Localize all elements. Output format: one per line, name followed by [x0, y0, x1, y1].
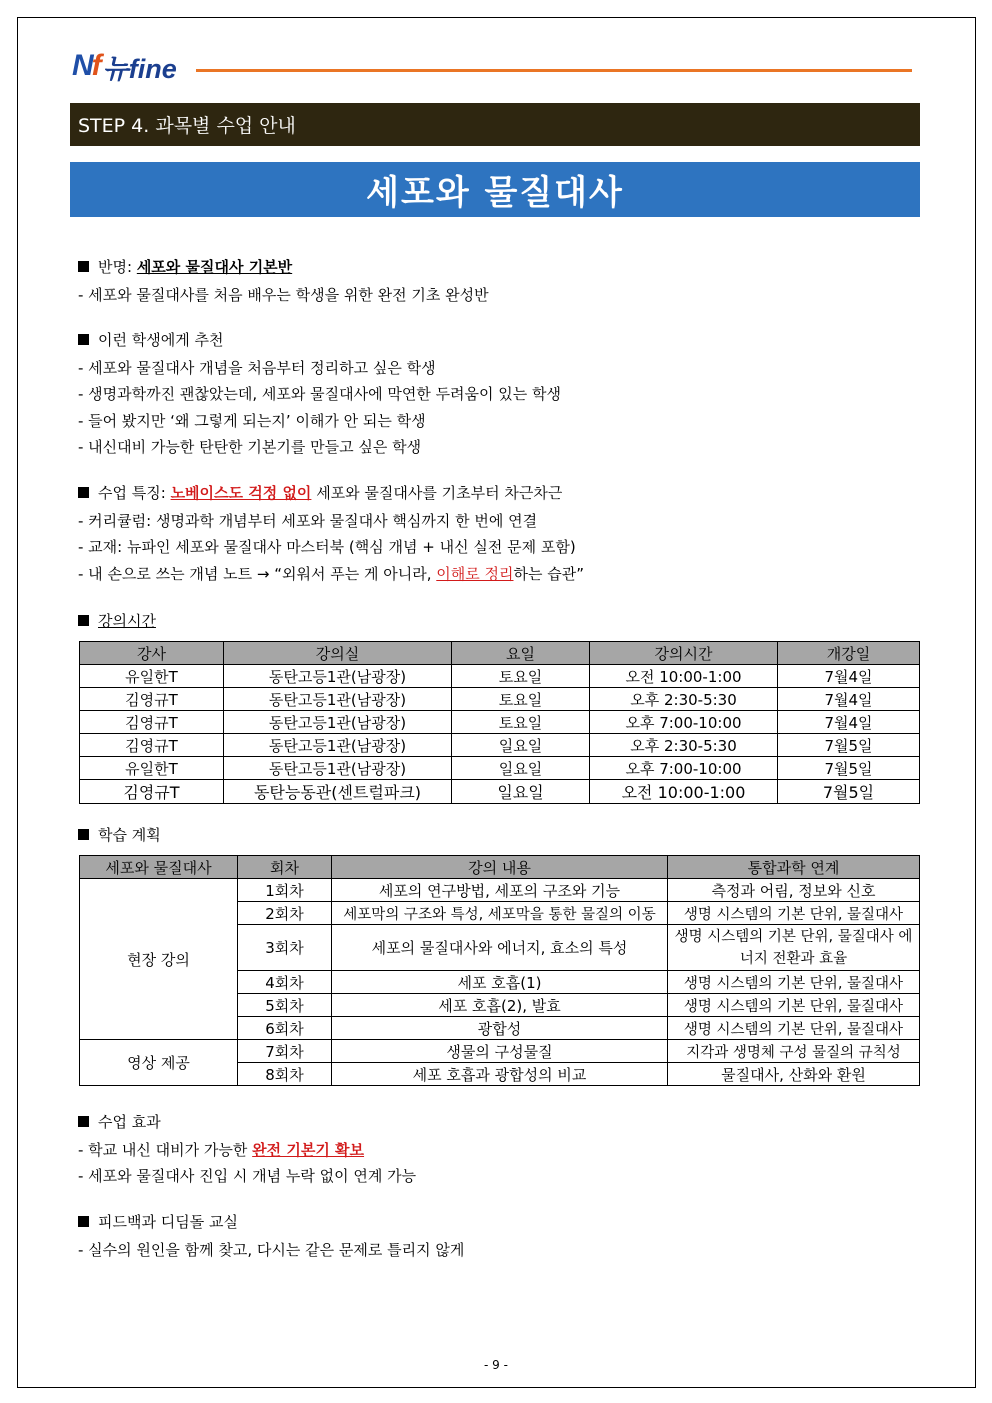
table-cell: 동탄고등1관(남광장) — [224, 711, 452, 734]
table-cell: 4회차 — [238, 971, 332, 994]
recommend-item: - 들어 봤지만 ‘왜 그렇게 되는지’ 이해가 안 되는 학생 — [78, 412, 426, 430]
plan-table — [79, 855, 920, 1086]
bullet-square-icon — [78, 1116, 89, 1127]
bullet-square-icon — [78, 615, 89, 626]
table-cell: 일요일 — [452, 734, 590, 757]
effect-highlight: 완전 기본기 확보 — [252, 1141, 365, 1159]
table-cell: 생명 시스템의 기본 단위, 물질대사 — [668, 1017, 920, 1040]
column-header: 개강일 — [778, 642, 920, 665]
effect-item: - 학교 내신 대비가 가능한 완전 기본기 확보 — [78, 1141, 365, 1159]
table-cell: 8회차 — [238, 1063, 332, 1086]
bullet-square-icon — [78, 487, 89, 498]
table-cell: 7월5일 — [778, 734, 920, 757]
table-row — [80, 879, 920, 902]
logo-mark: Nf — [72, 49, 100, 82]
table-cell: 오전 10:00-1:00 — [590, 780, 778, 804]
table-cell: 동탄능동관(센트럴파크) — [224, 780, 452, 804]
table-cell: 오전 10:00-1:00 — [590, 665, 778, 688]
column-header: 강사 — [80, 642, 224, 665]
bullet-square-icon — [78, 334, 89, 345]
class-name-value: 세포와 물질대사 기본반 — [136, 258, 293, 276]
plan-heading: 학습 계획 — [78, 825, 161, 845]
recommend-heading: 이런 학생에게 추천 — [78, 330, 223, 350]
feedback-heading: 피드백과 디딤돌 교실 — [78, 1212, 238, 1232]
table-cell: 동탄고등1관(남광장) — [224, 665, 452, 688]
table-cell: 김영규T — [80, 780, 224, 804]
class-name-desc: - 세포와 물질대사를 처음 배우는 학생을 위한 완전 기초 완성반 — [78, 286, 489, 304]
table-cell: 세포 호흡(2), 발효 — [332, 994, 668, 1017]
table-cell: 생명 시스템의 기본 단위, 물질대사 — [668, 994, 920, 1017]
page-number: - 9 - — [484, 1358, 508, 1372]
column-header: 통합과학 연계 — [668, 856, 920, 879]
class-name-heading: 반명: 세포와 물질대사 기본반 — [78, 257, 292, 277]
table-header-row — [80, 642, 920, 665]
features-item: - 커리큘럼: 생명과학 개념부터 세포와 물질대사 핵심까지 한 번에 연결 — [78, 512, 538, 530]
logo — [72, 48, 177, 84]
bullet-square-icon — [78, 1216, 89, 1227]
table-cell: 물질대사, 산화와 환원 — [668, 1063, 920, 1086]
schedule-heading: 강의시간 — [78, 611, 156, 631]
table-cell: 광합성 — [332, 1017, 668, 1040]
table-row — [80, 734, 920, 757]
feedback-item: - 실수의 원인을 함께 찾고, 다시는 같은 문제로 틀리지 않게 — [78, 1241, 465, 1259]
table-cell: 3회차 — [238, 925, 332, 971]
table-cell: 유일한T — [80, 757, 224, 780]
features-heading: 수업 특징: 노베이스도 걱정 없이 세포와 물질대사를 기초부터 차근차근 — [78, 483, 562, 503]
title-bar — [70, 162, 920, 217]
table-cell: 오후 7:00-10:00 — [590, 757, 778, 780]
table-cell: 세포 호흡과 광합성의 비교 — [332, 1063, 668, 1086]
column-header: 세포와 물질대사 — [80, 856, 238, 879]
recommend-item: - 생명과학까진 괜찮았는데, 세포와 물질대사에 막연한 두려움이 있는 학생 — [78, 385, 562, 403]
table-cell: 김영규T — [80, 688, 224, 711]
group-onsite-cell: 현장 강의 — [80, 879, 238, 1040]
table-cell: 지각과 생명체 구성 물질의 규칙성 — [668, 1040, 920, 1063]
table-cell: 7월5일 — [778, 757, 920, 780]
column-header: 강의시간 — [590, 642, 778, 665]
step-label: STEP 4. 과목별 수업 안내 — [78, 115, 296, 137]
schedule-table — [79, 641, 920, 804]
table-cell: 김영규T — [80, 711, 224, 734]
table-cell: 7월4일 — [778, 711, 920, 734]
table-row — [80, 1040, 920, 1063]
table-row — [80, 711, 920, 734]
table-cell: 생명 시스템의 기본 단위, 물질대사 에너지 전환과 효율 — [668, 925, 920, 971]
table-cell: 측정과 어림, 정보와 신호 — [668, 879, 920, 902]
table-cell: 7회차 — [238, 1040, 332, 1063]
logo-brand: 뉴fine — [102, 53, 177, 84]
features-last-highlight: 이해로 정리 — [436, 565, 514, 583]
table-cell: 일요일 — [452, 757, 590, 780]
table-cell: 토요일 — [452, 665, 590, 688]
group-video-cell: 영상 제공 — [80, 1040, 238, 1086]
recommend-item: - 세포와 물질대사 개념을 처음부터 정리하고 싶은 학생 — [78, 359, 436, 377]
features-item: - 내 손으로 쓰는 개념 노트 → “외워서 푸는 게 아니라, 이해로 정리하는 습관” — [78, 565, 584, 583]
table-cell: 세포 호흡(1) — [332, 971, 668, 994]
features-highlight: 노베이스도 걱정 없이 — [170, 484, 312, 502]
table-cell: 오후 7:00-10:00 — [590, 711, 778, 734]
table-cell: 1회차 — [238, 879, 332, 902]
table-cell: 생명 시스템의 기본 단위, 물질대사 — [668, 902, 920, 925]
features-item: - 교재: 뉴파인 세포와 물질대사 마스터북 (핵심 개념 + 내신 실전 문제 포함) — [78, 538, 576, 556]
page-title: 세포와 물질대사 — [366, 173, 624, 213]
table-cell: 6회차 — [238, 1017, 332, 1040]
bullet-square-icon — [78, 261, 89, 272]
table-cell: 동탄고등1관(남광장) — [224, 757, 452, 780]
table-row — [80, 757, 920, 780]
effect-heading: 수업 효과 — [78, 1112, 161, 1132]
table-cell: 유일한T — [80, 665, 224, 688]
column-header: 강의 내용 — [332, 856, 668, 879]
table-cell: 김영규T — [80, 734, 224, 757]
table-cell: 일요일 — [452, 780, 590, 804]
table-cell: 5회차 — [238, 994, 332, 1017]
table-cell: 세포막의 구조와 특성, 세포막을 통한 물질의 이동 — [332, 902, 668, 925]
column-header: 회차 — [238, 856, 332, 879]
step-label-bar — [70, 103, 920, 146]
table-row — [80, 688, 920, 711]
header-divider — [196, 69, 912, 72]
recommend-item: - 내신대비 가능한 탄탄한 기본기를 만들고 싶은 학생 — [78, 438, 422, 456]
table-header-row — [80, 856, 920, 879]
table-cell: 토요일 — [452, 711, 590, 734]
table-row — [80, 665, 920, 688]
table-cell: 생물의 구성물질 — [332, 1040, 668, 1063]
table-cell: 동탄고등1관(남광장) — [224, 734, 452, 757]
table-cell: 2회차 — [238, 902, 332, 925]
table-cell: 오후 2:30-5:30 — [590, 688, 778, 711]
bullet-square-icon — [78, 829, 89, 840]
table-cell: 오후 2:30-5:30 — [590, 734, 778, 757]
table-cell: 생명 시스템의 기본 단위, 물질대사 — [668, 971, 920, 994]
table-cell: 세포의 연구방법, 세포의 구조와 기능 — [332, 879, 668, 902]
table-cell: 동탄고등1관(남광장) — [224, 688, 452, 711]
column-header: 강의실 — [224, 642, 452, 665]
column-header: 요일 — [452, 642, 590, 665]
table-cell: 7월4일 — [778, 688, 920, 711]
table-cell: 7월5일 — [778, 780, 920, 804]
table-cell: 세포의 물질대사와 에너지, 효소의 특성 — [332, 925, 668, 971]
table-cell: 토요일 — [452, 688, 590, 711]
table-row — [80, 780, 920, 804]
table-cell: 7월4일 — [778, 665, 920, 688]
effect-item: - 세포와 물질대사 진입 시 개념 누락 없이 연계 가능 — [78, 1167, 417, 1185]
